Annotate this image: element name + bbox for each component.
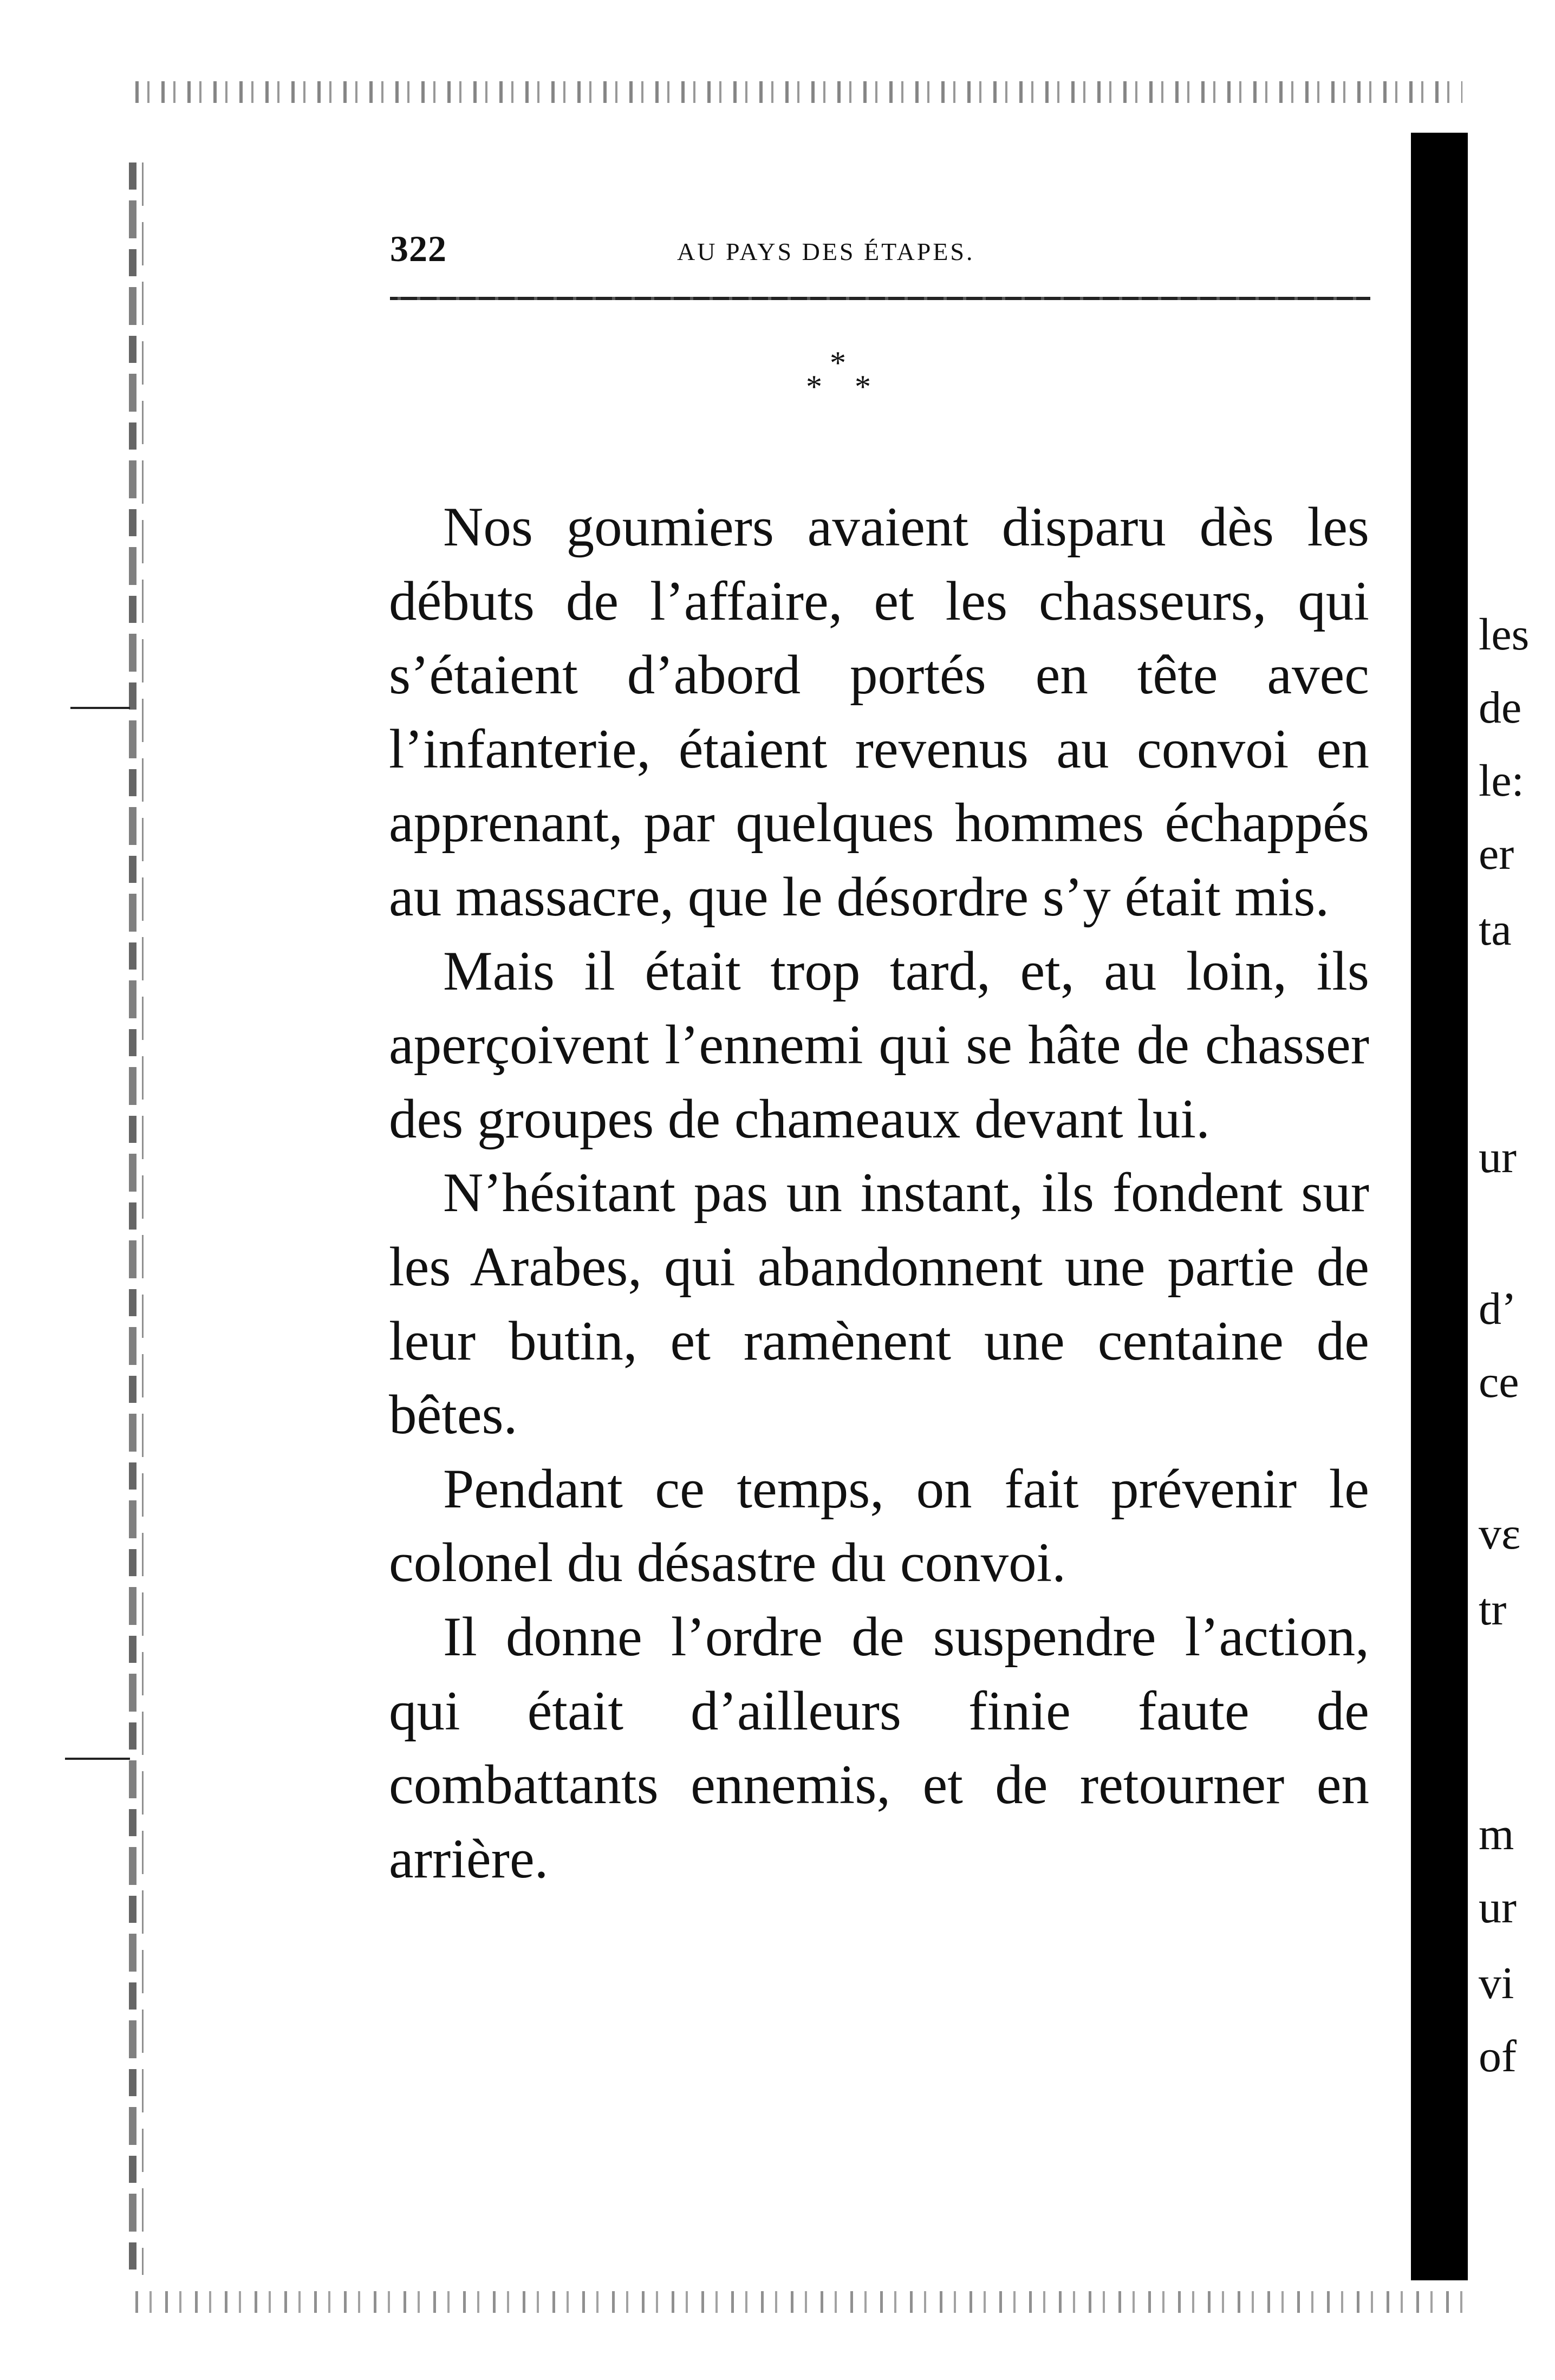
asterism-separator <box>802 347 888 433</box>
fragment: de <box>1479 682 1522 733</box>
asterism-star-top: * <box>830 345 846 381</box>
fragment: er <box>1479 829 1514 879</box>
fragment: m <box>1479 1809 1514 1859</box>
header-rule <box>390 297 1370 300</box>
paragraph: Il donne l’ordre de suspendre l’action, qui était d’ailleurs finie faute de combattants ennemis, et de retourner en arrière. <box>389 1605 1369 1890</box>
paragraph: Mais il était trop tard, et, au loin, ils aperçoivent l’ennemi qui se hâte de chasser des groupes de chameaux devant lui. <box>389 940 1369 1150</box>
fragment: d’ <box>1479 1284 1517 1334</box>
body-text <box>389 490 1369 1896</box>
scan-left-tick <box>70 707 130 709</box>
scan-left-edge-line <box>142 162 144 2275</box>
scan-left-tick <box>65 1758 130 1760</box>
scan-top-edge <box>135 81 1462 103</box>
fragment: vε <box>1479 1508 1521 1559</box>
binding-shadow-bar <box>1411 133 1468 2280</box>
running-title: AU PAYS DES ÉTAPES. <box>677 238 975 265</box>
page-header <box>390 227 1365 276</box>
paragraph: N’hésitant pas un instant, ils fondent sur les Arabes, qui abandonnent une partie de leur butin, et ramènent une centaine de bêtes. <box>389 1162 1369 1446</box>
fragment: ur <box>1479 1882 1517 1933</box>
fragment: tr <box>1479 1584 1507 1635</box>
fragment: of <box>1479 2031 1517 2082</box>
asterism-star-right: * <box>855 369 871 405</box>
fragment: les <box>1479 609 1530 660</box>
fragment: ur <box>1479 1132 1517 1182</box>
fragment: ta <box>1479 905 1512 955</box>
page-number: 322 <box>390 228 447 269</box>
paragraph: Pendant ce temps, on fait prévenir le colonel du désastre du convoi. <box>389 1458 1369 1594</box>
paragraph: Nos goumiers avaient disparu dès les débuts de l’affaire, et les chasseurs, qui s’étaient d’abord portés en tête avec l’infanterie, étaient revenus au convoi en apprenant, par quelques hommes échappés au massacre, que le désordre s’y était mis. <box>389 496 1369 928</box>
asterism-star-left: * <box>806 369 822 405</box>
scan-bottom-edge <box>135 2291 1462 2313</box>
fragment: le: <box>1479 756 1524 806</box>
scan-left-edge <box>129 162 136 2275</box>
fragment: ce <box>1479 1357 1519 1407</box>
fragment: vi <box>1479 1958 1514 2008</box>
